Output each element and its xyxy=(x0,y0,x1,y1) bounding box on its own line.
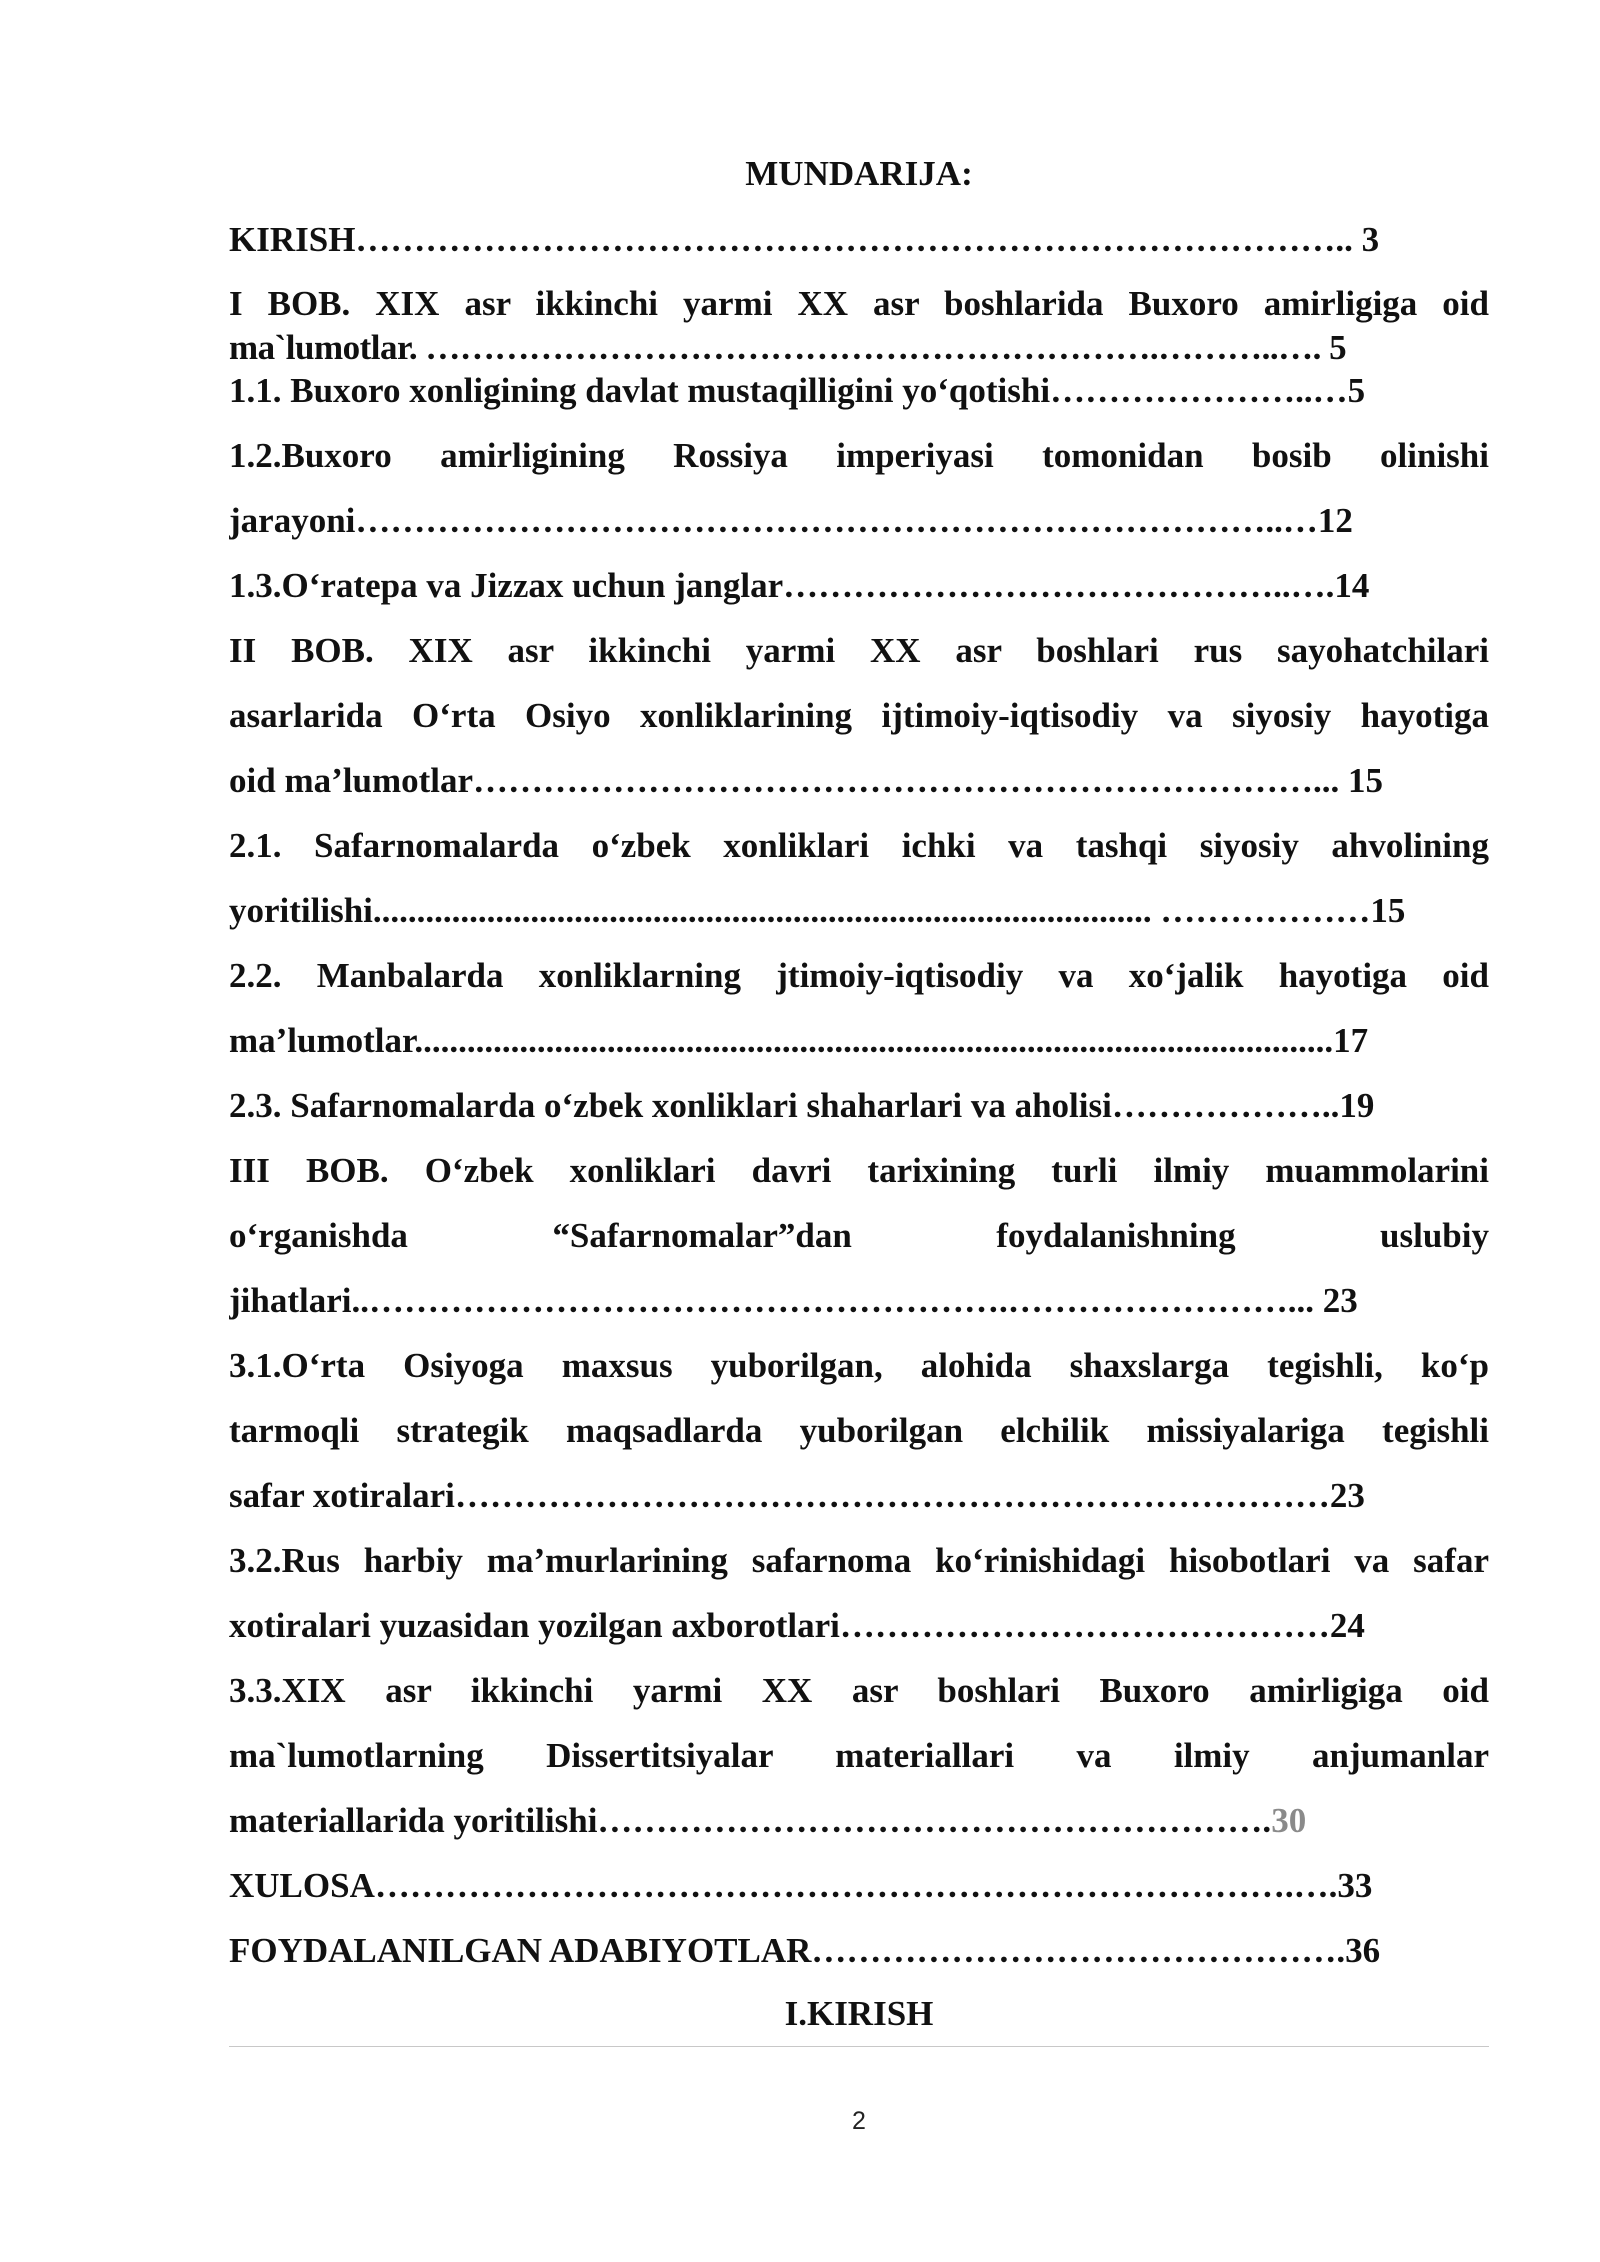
toc-entry-2-2-line2: ma’lumotlar.........................................................................................................17 xyxy=(229,1021,1369,1060)
toc-entry-2-1-line2: yoritilishi......................................................................................... ………………15 xyxy=(229,891,1406,930)
toc-entry-3-2-line1: 3.2.Rus harbiy ma’murlarining safarnoma ko‘rinishidagi hisobotlari va safar xyxy=(229,1541,1489,1580)
toc-entry-3-3-line3 xyxy=(229,1799,1489,1843)
toc-entry-3-3-page: 30 xyxy=(1271,1801,1307,1840)
toc-entry-1-1: 1.1. Buxoro xonligining davlat mustaqilligini yo‘qotishi…………………..…5 xyxy=(229,371,1366,410)
toc-entry-1-2-line2: jarayoni……………………………………………………………………..…12 xyxy=(229,501,1353,540)
toc-entry-2-3: 2.3. Safarnomalarda o‘zbek xonliklari shaharlari va aholisi………………..19 xyxy=(229,1086,1375,1125)
toc-entry-3-3-text: materiallarida yoritilishi…………………………………………………. xyxy=(229,1801,1272,1840)
toc-entry-bob3-line1: III BOB. O‘zbek xonliklari davri tarixining turli ilmiy muammolarini xyxy=(229,1151,1489,1190)
toc-entry-bob1-line2: ma`lumotlar. ……………………………………………………….………..…. 5 xyxy=(229,328,1347,367)
toc-entry-2-2-line1: 2.2. Manbalarda xonliklarning jtimoiy-iqtisodiy va xo‘jalik hayotiga oid xyxy=(229,956,1489,995)
toc-entry-bob1-line1: I BOB. XIX asr ikkinchi yarmi XX asr boshlarida Buxoro amirligiga oid xyxy=(229,284,1489,323)
toc-entry-bob2-line2: asarlarida O‘rta Osiyo xonliklarining ijtimoiy-iqtisodiy va siyosiy hayotiga xyxy=(229,696,1489,735)
toc-entry-bob3-line3: jihatlari..……………………………………………….……………………... 23 xyxy=(229,1281,1358,1320)
toc-entry-1-2-line1: 1.2.Buxoro amirligining Rossiya imperiyasi tomonidan bosib olinishi xyxy=(229,436,1489,475)
toc-entry-3-1-line1: 3.1.O‘rta Osiyoga maxsus yuborilgan, alohida shaxslarga tegishli, ko‘p xyxy=(229,1346,1489,1385)
toc-entry-bob3-line2: o‘rganishda “Safarnomalar”dan foydalanishning uslubiy xyxy=(229,1216,1489,1255)
toc-entry-1-3: 1.3.O‘ratepa va Jizzax uchun janglar……………………………………..….14 xyxy=(229,566,1370,605)
footer-divider xyxy=(229,2046,1489,2047)
toc-entry-adabiyotlar: FOYDALANILGAN ADABIYOTLAR……………………………………….36 xyxy=(229,1931,1381,1970)
toc-entry-2-1-line1: 2.1. Safarnomalarda o‘zbek xonliklari ichki va tashqi siyosiy ahvolining xyxy=(229,826,1489,865)
toc-entry-3-1-line3: safar xotiralari…………………………………………………………………23 xyxy=(229,1476,1365,1515)
toc-entry-3-2-line2: xotiralari yuzasidan yozilgan axborotlari……………………………………24 xyxy=(229,1606,1365,1645)
page-number: 2 xyxy=(852,2107,866,2135)
toc-entry-3-3-line2: ma`lumotlarning Dissertitsiyalar materiallari va ilmiy anjumanlar xyxy=(229,1736,1489,1775)
toc-entry-xulosa: XULOSA…………………………………………………………………….….33 xyxy=(229,1866,1373,1905)
toc-entry-bob2-line1: II BOB. XIX asr ikkinchi yarmi XX asr boshlari rus sayohatchilari xyxy=(229,631,1489,670)
toc-entry-3-1-line2: tarmoqli strategik maqsadlarda yuborilgan elchilik missiyalariga tegishli xyxy=(229,1411,1489,1450)
toc-entry-bob2-line3: oid ma’lumotlar………………………………………………………………... 15 xyxy=(229,761,1384,800)
toc-entry-kirish: KIRISH………………………………………………………………………….. 3 xyxy=(229,220,1380,259)
toc-heading: MUNDARIJA: xyxy=(745,154,973,193)
next-section-heading: I.KIRISH xyxy=(784,1994,934,2033)
toc-entry-3-3-line1: 3.3.XIX asr ikkinchi yarmi XX asr boshlari Buxoro amirligiga oid xyxy=(229,1671,1489,1710)
